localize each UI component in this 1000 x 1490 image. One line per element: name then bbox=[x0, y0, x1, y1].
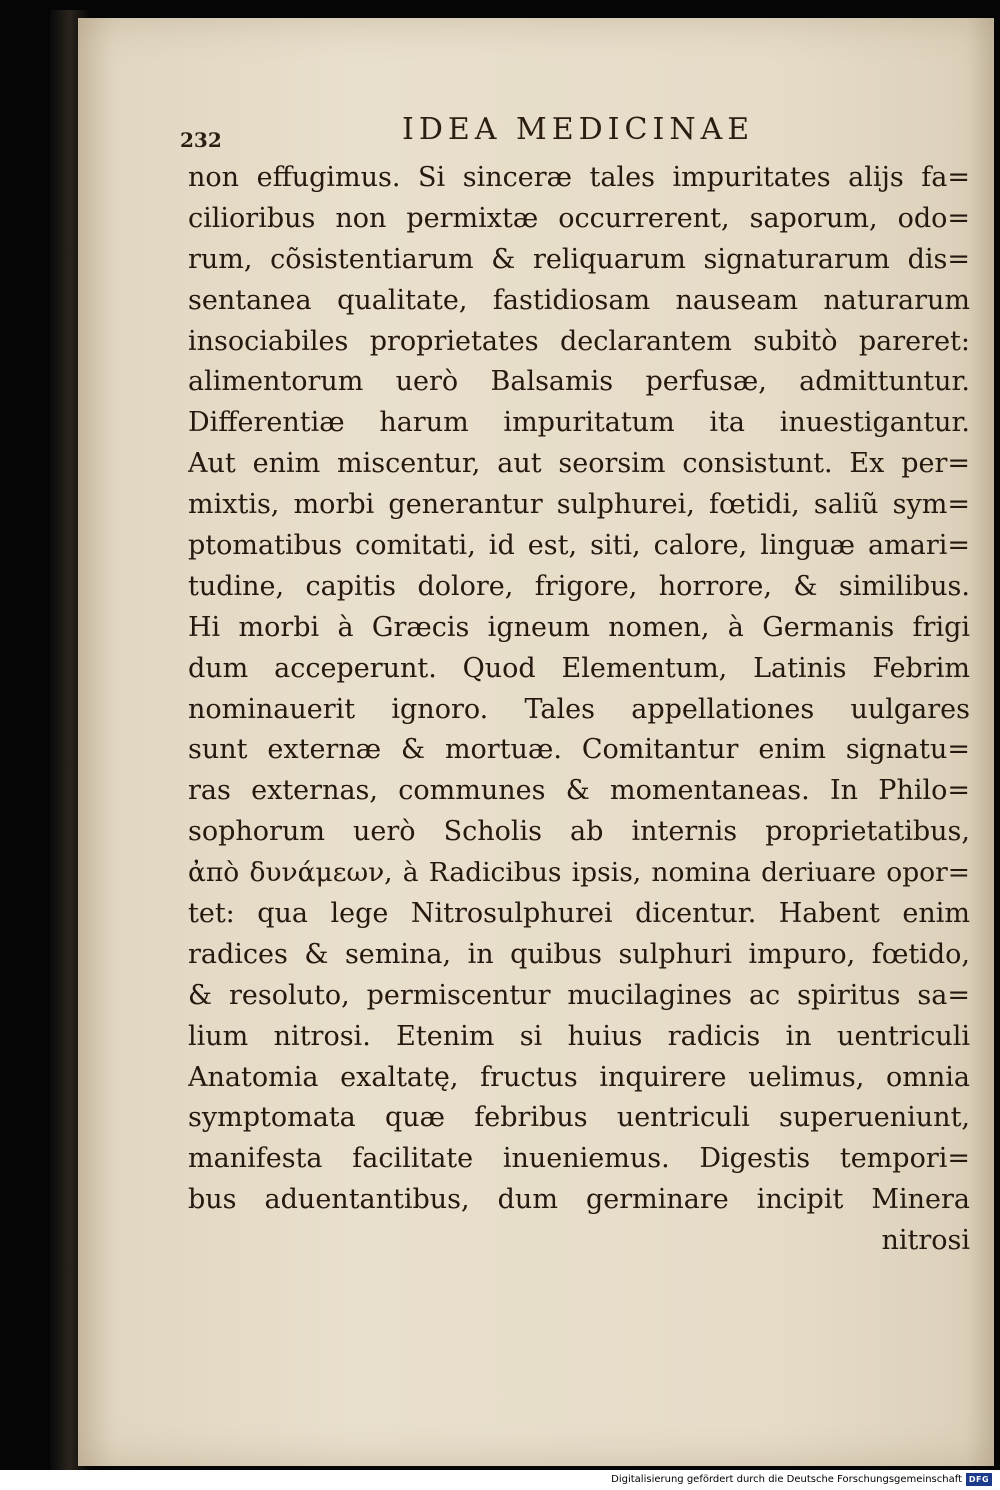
text-line: radices & semina, in quibus sulphuri impuro, fœtido, bbox=[188, 938, 970, 970]
text-line: ptomatibus comitati, id est, siti, calore, linguæ amari= bbox=[188, 530, 970, 562]
text-line: rum, cõsistentiarum & reliquarum signaturarum dis= bbox=[188, 243, 970, 275]
text-line: mixtis, morbi generantur sulphurei, fœtidi, saliũ sym= bbox=[188, 489, 970, 521]
running-head bbox=[180, 112, 970, 152]
text-line: bus aduentantibus, dum germinare incipit Minera bbox=[188, 1184, 970, 1216]
text-line: sentanea qualitate, fastidiosam nauseam naturarum bbox=[188, 284, 970, 316]
running-head-title: IDEA MEDICINAE bbox=[402, 112, 755, 147]
text-line: sunt externæ & mortuæ. Comitantur enim signatu= bbox=[188, 734, 970, 766]
text-line: insociabiles proprietates declarantem subitò pareret: bbox=[188, 325, 970, 357]
funding-credit: Digitalisierung gefördert durch die Deutsche Forschungsgemeinschaft bbox=[611, 1474, 962, 1485]
text-line: & resoluto, permiscentur mucilagines ac spiritus sa= bbox=[188, 979, 970, 1011]
text-line: non effugimus. Si sinceræ tales impuritates alijs fa= bbox=[188, 162, 970, 193]
text-line: cilioribus non permixtæ occurrerent, saporum, odo= bbox=[188, 202, 970, 234]
text-line: alimentorum uerò Balsamis perfusæ, admittuntur. bbox=[188, 366, 970, 398]
text-line: Differentiæ harum impuritatum ita inuestigantur. bbox=[188, 407, 970, 439]
body-text bbox=[188, 158, 970, 1262]
dfg-logo-icon: DFG bbox=[966, 1473, 992, 1486]
text-line: sophorum uerò Scholis ab internis proprietatibus, bbox=[188, 816, 970, 848]
text-line: Anatomia exaltatę, fructus inquirere uelimus, omnia bbox=[188, 1061, 970, 1093]
text-line: symptomata quæ febribus uentriculi superueniunt, bbox=[188, 1102, 970, 1134]
page-number: 232 bbox=[180, 128, 222, 152]
text-line: ἀπὸ δυνάμεων, à Radicibus ipsis, nomina deriuare opor= bbox=[188, 857, 970, 889]
text-line: nominauerit ignoro. Tales appellationes uulgares bbox=[188, 693, 970, 725]
text-line: manifesta facilitate inueniemus. Digestis tempori= bbox=[188, 1143, 970, 1175]
catchword: nitrosi bbox=[881, 1225, 970, 1257]
text-line: ras externas, communes & momentaneas. In Philo= bbox=[188, 775, 970, 807]
text-line: tudine, capitis dolore, frigore, horrore, & similibus. bbox=[188, 570, 970, 602]
footer-bar bbox=[0, 1470, 1000, 1490]
text-line: Aut enim miscentur, aut seorsim consistunt. Ex per= bbox=[188, 448, 970, 480]
text-line: lium nitrosi. Etenim si huius radicis in uentriculi bbox=[188, 1020, 970, 1052]
text-line: tet: qua lege Nitrosulphurei dicentur. Habent enim bbox=[188, 898, 970, 930]
text-line: dum acceperunt. Quod Elementum, Latinis Febrim bbox=[188, 652, 970, 684]
text-line: Hi morbi à Græcis igneum nomen, à Germanis frigi bbox=[188, 611, 970, 643]
